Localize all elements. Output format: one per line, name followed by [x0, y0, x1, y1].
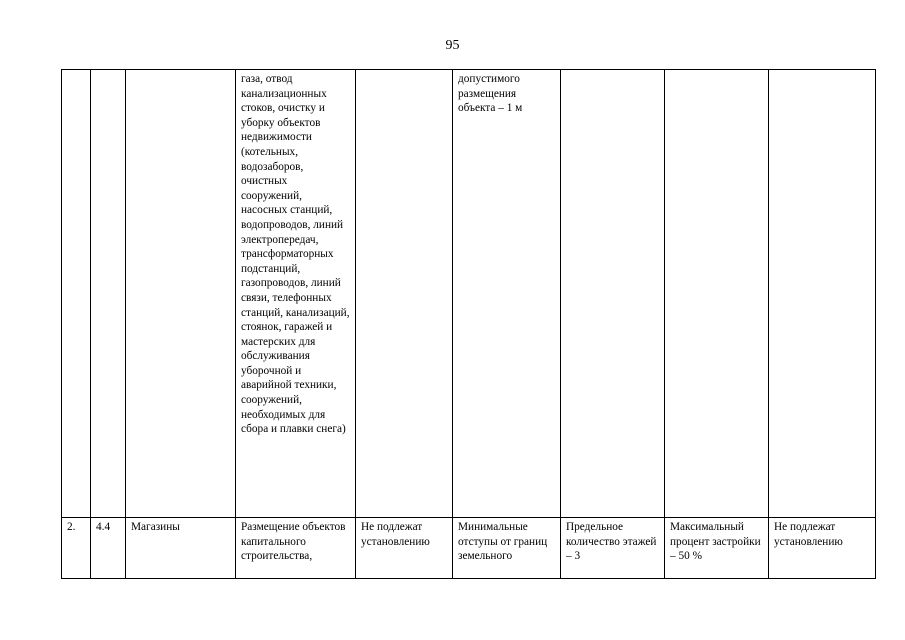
cell-floors	[561, 518, 665, 579]
other-value: Не подлежат установлению	[774, 521, 843, 548]
cell-description: газа, отвод канализационных стоков, очистку и уборку объектов недвижимости (котельных, водозаборов, очистных сооружений, насосных станций, водопроводов, линий электропередач, трансформаторных подстанций, газопроводов, линий связи, телефонных станций, канализаций, стоянок, гаражей и мастерских для обслуживания уборочной и аварийной техники, сооружений, необходимых для сбора и плавки снега)	[236, 70, 356, 518]
cell-plot-size	[356, 70, 453, 518]
cell-other	[769, 518, 876, 579]
cell-coverage	[665, 70, 769, 518]
floors-value: Предельное количество этажей – 3	[566, 521, 657, 563]
cell-plot-size	[356, 518, 453, 579]
cell-other	[769, 70, 876, 518]
plot-size-value: Не подлежат установлению	[361, 521, 430, 548]
page-number: 95	[445, 38, 460, 53]
use-code: 4.4	[96, 521, 111, 533]
use-name: Магазины	[131, 521, 180, 533]
cell-code	[91, 70, 126, 518]
cell-coverage	[665, 518, 769, 579]
coverage-value: Максимальный процент застройки – 50 %	[670, 521, 761, 563]
cell-setbacks	[453, 518, 561, 579]
cell-code	[91, 518, 126, 579]
zoning-regulations-table	[61, 69, 876, 579]
cell-name	[126, 518, 236, 579]
cell-setbacks: допустимого размещения объекта – 1 м	[453, 70, 561, 518]
table-row-continuation	[62, 70, 876, 518]
cell-number	[62, 518, 91, 579]
setbacks-value: Минимальные отступы от границ земельного	[458, 521, 548, 563]
cell-description	[236, 518, 356, 579]
cell-name	[126, 70, 236, 518]
cell-number	[62, 70, 91, 518]
cell-floors	[561, 70, 665, 518]
table-row-2	[62, 518, 876, 579]
use-description: Размещение объектов капитального строительства,	[241, 521, 346, 563]
row-number: 2.	[67, 521, 76, 533]
